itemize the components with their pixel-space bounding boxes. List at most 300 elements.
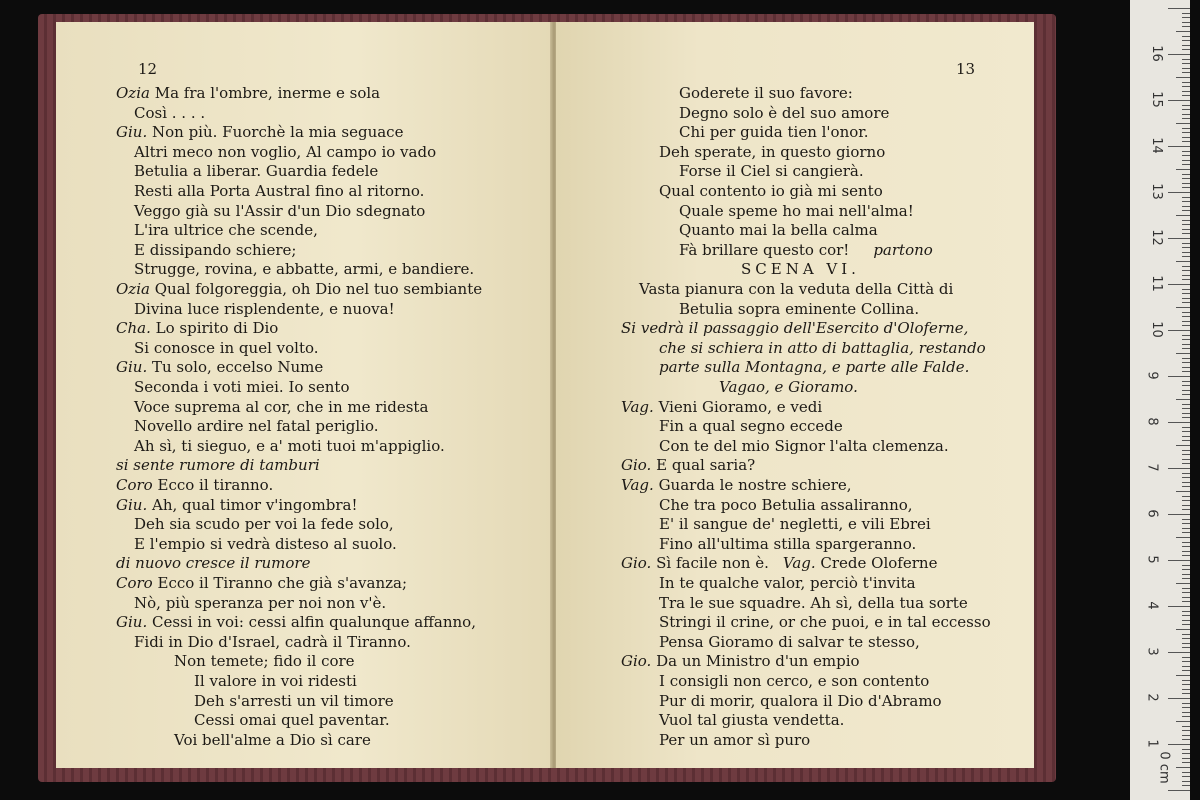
ruler-tick — [1176, 675, 1190, 676]
ruler-tick — [1182, 160, 1190, 161]
ruler-tick — [1182, 233, 1190, 234]
text-line — [116, 476, 273, 495]
ruler-tick — [1182, 592, 1190, 593]
ruler-tick — [1182, 381, 1190, 382]
ruler-tick — [1168, 698, 1190, 699]
ruler-number: 9 — [1144, 371, 1160, 380]
ruler-tick — [1182, 95, 1190, 96]
ruler-tick — [1182, 477, 1190, 478]
ruler-tick — [1182, 532, 1190, 533]
speaker-name: Vag. — [621, 476, 654, 494]
ruler-tick — [1182, 86, 1190, 87]
ruler-tick — [1182, 114, 1190, 115]
ruler-tick — [1176, 261, 1190, 262]
ruler-tick — [1182, 312, 1190, 313]
measuring-ruler — [1130, 0, 1190, 800]
ruler-tick — [1182, 431, 1190, 432]
text-line — [659, 417, 843, 436]
text-line — [621, 456, 755, 475]
ruler-tick — [1168, 606, 1190, 607]
ruler-tick — [1182, 394, 1190, 395]
verse-text: Stringi il crine, or che puoi, e in tal eccesso — [659, 613, 991, 632]
left-page — [56, 22, 552, 768]
ruler-tick — [1182, 339, 1190, 340]
ruler-tick — [1182, 528, 1190, 529]
verse-text: Nò, più speranza per noi non v'è. — [134, 593, 387, 612]
ruler-tick — [1182, 335, 1190, 336]
ruler-tick — [1182, 321, 1190, 322]
text-line — [659, 731, 810, 750]
text-line — [659, 633, 920, 652]
ruler-tick — [1182, 753, 1190, 754]
verse-text: E qual saria? — [656, 456, 756, 475]
verse-text: E' il sangue de' negletti, e vili Ebrei — [659, 515, 931, 534]
ruler-tick — [1182, 657, 1190, 658]
verse-text: Divina luce risplendente, e nuova! — [134, 299, 395, 318]
ruler-tick — [1168, 284, 1190, 285]
text-line — [116, 574, 407, 593]
verse-text: L'ira ultrice che scende, — [134, 221, 318, 240]
ruler-tick — [1182, 693, 1190, 694]
ruler-tick — [1182, 22, 1190, 23]
text-line — [621, 554, 937, 573]
verse-text: Cessi omai quel paventar. — [194, 711, 390, 730]
ruler-tick — [1182, 49, 1190, 50]
ruler-tick — [1168, 560, 1190, 561]
ruler-tick — [1176, 169, 1190, 170]
speaker-name: Vag. — [782, 554, 816, 573]
verse-text: Si conosce in quel volto. — [134, 338, 319, 357]
ruler-tick — [1182, 735, 1190, 736]
ruler-tick — [1182, 279, 1190, 280]
stage-direction: partono — [873, 240, 933, 259]
verse-text: Lo spirito di Dio — [155, 319, 279, 338]
ruler-tick — [1176, 123, 1190, 124]
ruler-tick — [1182, 542, 1190, 543]
speaker-name: Giu. — [116, 123, 148, 142]
ruler-tick — [1168, 8, 1190, 9]
stage-direction: parte sulla Montagna, e parte alle Falde. — [659, 358, 970, 377]
ruler-tick — [1182, 436, 1190, 437]
text-line — [174, 652, 355, 671]
ruler-tick — [1182, 486, 1190, 487]
ruler-tick — [1182, 174, 1190, 175]
text-line — [116, 613, 476, 632]
stage-direction: Si vedrà il passaggio dell'Esercito d'Oloferne, — [621, 319, 969, 338]
verse-text: Fino all'ultima stilla spargeranno. — [659, 534, 917, 553]
text-line — [194, 692, 394, 711]
ruler-tick — [1182, 638, 1190, 639]
text-line — [134, 162, 378, 181]
ruler-tick — [1182, 183, 1190, 184]
verse-text: Non temete; fido il core — [174, 652, 355, 671]
ruler-tick — [1182, 597, 1190, 598]
ruler-tick — [1182, 298, 1190, 299]
ruler-number: 7 — [1144, 463, 1160, 472]
verse-text: E dissipando schiere; — [134, 240, 297, 259]
text-line — [134, 143, 436, 162]
stage-direction: si sente rumore di tamburi — [116, 456, 320, 475]
ruler-number: 14 — [1148, 137, 1164, 154]
verse-text: Qual contento io già mi sento — [659, 182, 883, 200]
ruler-tick — [1182, 716, 1190, 717]
ruler-tick — [1182, 680, 1190, 681]
ruler-tick — [1182, 293, 1190, 294]
ruler-tick — [1182, 473, 1190, 474]
text-line — [659, 535, 916, 554]
ruler-tick — [1176, 399, 1190, 400]
verse-text: Voi bell'alme a Dio sì care — [174, 730, 371, 749]
verse-text: Pur di morir, qualora il Dio d'Abramo — [659, 691, 942, 710]
verse-text: Novello ardire nel fatal periglio. — [134, 417, 379, 436]
text-line — [659, 515, 931, 534]
text-line — [134, 378, 349, 397]
text-line — [659, 437, 949, 456]
ruler-tick — [1182, 252, 1190, 253]
ruler-tick — [1182, 643, 1190, 644]
speaker-name: Giu. — [116, 495, 148, 514]
ruler-tick — [1176, 215, 1190, 216]
ruler-tick — [1182, 408, 1190, 409]
text-line — [116, 358, 323, 377]
ruler-tick — [1176, 445, 1190, 446]
ruler-tick — [1182, 739, 1190, 740]
text-line — [659, 594, 968, 613]
ruler-unit-label: 0 cm — [1156, 751, 1172, 784]
ruler-tick — [1182, 427, 1190, 428]
ruler-tick — [1182, 551, 1190, 552]
text-line — [659, 692, 942, 711]
ruler-tick — [1176, 767, 1190, 768]
verse-text: Qual folgoreggia, oh Dio nel tuo sembiante — [154, 280, 483, 298]
verse-text: Da un Ministro d'un empio — [656, 652, 860, 671]
ruler-tick — [1182, 164, 1190, 165]
ruler-tick — [1182, 588, 1190, 589]
verse-text: Ah, qual timor v'ingombra! — [152, 495, 358, 514]
ruler-tick — [1182, 141, 1190, 142]
text-line — [134, 633, 411, 652]
verse-text: Non più. Fuorchè la mia seguace — [152, 123, 404, 142]
ruler-tick — [1176, 353, 1190, 354]
text-line — [639, 280, 953, 299]
ruler-number: 2 — [1144, 693, 1160, 702]
ruler-tick — [1182, 565, 1190, 566]
text-line — [134, 241, 296, 260]
ruler-tick — [1168, 192, 1190, 193]
verse-text: Ecco il Tiranno che già s'avanza; — [157, 574, 408, 592]
text-line — [679, 300, 919, 319]
ruler-tick — [1182, 730, 1190, 731]
verse-text: Il valore in voi ridesti — [194, 672, 357, 690]
ruler-tick — [1182, 155, 1190, 156]
text-line — [659, 182, 883, 201]
ruler-tick — [1182, 362, 1190, 363]
ruler-tick — [1182, 726, 1190, 727]
ruler-tick — [1182, 289, 1190, 290]
verse-text: Voce suprema al cor, che in me ridesta — [134, 397, 429, 416]
ruler-tick — [1168, 238, 1190, 239]
text-line — [116, 280, 482, 299]
text-line — [134, 300, 395, 319]
text-line — [679, 202, 914, 221]
ruler-number: 8 — [1144, 417, 1160, 426]
ruler-tick — [1176, 583, 1190, 584]
ruler-tick — [1176, 491, 1190, 492]
ruler-tick — [1182, 703, 1190, 704]
text-line — [134, 437, 445, 456]
ruler-tick — [1182, 201, 1190, 202]
verse-text: Ma fra l'ombre, inerme e sola — [154, 84, 381, 102]
verse-text: Goderete il suo favore: — [679, 84, 853, 102]
ruler-tick — [1182, 404, 1190, 405]
ruler-tick — [1176, 77, 1190, 78]
speaker-name: Cha. — [116, 319, 151, 338]
verse-text: Resti alla Porta Austral fino al ritorno. — [134, 182, 425, 200]
ruler-tick — [1182, 450, 1190, 451]
ruler-number: 13 — [1148, 183, 1164, 200]
speaker-name: Gio. — [621, 456, 652, 475]
ruler-tick — [1182, 574, 1190, 575]
ruler-tick — [1176, 31, 1190, 32]
ruler-number: 3 — [1144, 647, 1160, 656]
verse-text: Tra le sue squadre. Ah sì, della tua sorte — [659, 593, 968, 612]
ruler-tick — [1182, 91, 1190, 92]
text-line — [659, 339, 986, 358]
ruler-tick — [1182, 601, 1190, 602]
text-line — [134, 417, 379, 436]
ruler-tick — [1182, 243, 1190, 244]
ruler-tick — [1182, 459, 1190, 460]
ruler-tick — [1182, 266, 1190, 267]
ruler-tick — [1182, 684, 1190, 685]
ruler-tick — [1182, 72, 1190, 73]
ruler-tick — [1182, 210, 1190, 211]
text-line — [621, 319, 968, 338]
verse-text: Fin a qual segno eccede — [659, 417, 843, 436]
ruler-tick — [1182, 440, 1190, 441]
text-line — [741, 260, 860, 279]
ruler-tick — [1168, 100, 1190, 101]
ruler-number: 15 — [1148, 91, 1164, 108]
ruler-number: 4 — [1144, 601, 1160, 610]
verse-text: E l'empio si vedrà disteso al suolo. — [134, 534, 397, 553]
ruler-tick — [1182, 105, 1190, 106]
ruler-tick — [1182, 137, 1190, 138]
verse-text: I consigli non cerco, e son contento — [659, 672, 930, 690]
stage-direction: che si schiera in atto di battaglia, restando — [659, 338, 986, 357]
ruler-tick — [1182, 620, 1190, 621]
ruler-tick — [1182, 749, 1190, 750]
speaker-name: Ozia — [116, 280, 150, 298]
ruler-tick — [1182, 712, 1190, 713]
ruler-tick — [1182, 109, 1190, 110]
ruler-tick — [1182, 624, 1190, 625]
ruler-tick — [1182, 68, 1190, 69]
verse-text: Seconda i voti miei. Io sento — [134, 378, 350, 396]
ruler-tick — [1182, 707, 1190, 708]
ruler-tick — [1182, 256, 1190, 257]
verse-text: Guarda le nostre schiere, — [658, 476, 852, 494]
verse-text: Veggo già su l'Assir d'un Dio sdegnato — [134, 201, 426, 220]
ruler-tick — [1182, 496, 1190, 497]
ruler-tick — [1182, 132, 1190, 133]
ruler-tick — [1182, 197, 1190, 198]
ruler-tick — [1182, 82, 1190, 83]
ruler-tick — [1182, 17, 1190, 18]
verse-text: Forse il Ciel si cangierà. — [679, 162, 864, 181]
text-line — [134, 104, 205, 123]
ruler-tick — [1182, 785, 1190, 786]
ruler-tick — [1182, 463, 1190, 464]
text-line — [659, 574, 916, 593]
ruler-tick — [1182, 417, 1190, 418]
text-line — [194, 672, 357, 691]
ruler-tick — [1182, 454, 1190, 455]
ruler-tick — [1176, 307, 1190, 308]
text-line — [116, 554, 310, 573]
text-line — [679, 84, 853, 103]
ruler-number: 11 — [1148, 275, 1164, 292]
ruler-tick — [1182, 689, 1190, 690]
ruler-tick — [1168, 790, 1190, 791]
stage-direction: di nuovo cresce il rumore — [116, 554, 311, 573]
ruler-number: 12 — [1148, 229, 1164, 246]
ruler-number: 5 — [1144, 555, 1160, 564]
ruler-tick — [1182, 519, 1190, 520]
ruler-tick — [1182, 59, 1190, 60]
ruler-tick — [1182, 358, 1190, 359]
text-line — [659, 496, 913, 515]
ruler-tick — [1182, 36, 1190, 37]
ruler-tick — [1168, 54, 1190, 55]
verse-text: Vuol tal giusta vendetta. — [659, 711, 845, 730]
verse-text: Con te del mio Signor l'alta clemenza. — [659, 436, 949, 455]
stage-direction: Vagao, e Gioramo. — [719, 378, 858, 396]
ruler-number: 16 — [1148, 45, 1164, 62]
verse-text: Cessi in voi: cessi alfin qualunque affanno, — [152, 613, 476, 632]
ruler-tick — [1182, 45, 1190, 46]
verse-text: Così . . . . — [134, 103, 206, 122]
page-number: 12 — [138, 60, 158, 78]
verse-text: Quanto mai la bella calma — [679, 221, 878, 240]
text-line — [679, 221, 878, 240]
text-line — [679, 162, 864, 181]
ruler-tick — [1182, 611, 1190, 612]
text-line — [659, 358, 969, 377]
verse-text: Deh sperate, in questo giorno — [659, 142, 886, 161]
text-line — [134, 398, 428, 417]
speaker-name: Coro — [116, 574, 153, 592]
ruler-tick — [1182, 40, 1190, 41]
ruler-tick — [1182, 578, 1190, 579]
verse-text: Deh sia scudo per voi la fede solo, — [134, 515, 394, 534]
verse-text: Deh s'arresti un vil timore — [194, 691, 394, 710]
ruler-tick — [1182, 367, 1190, 368]
ruler-tick — [1168, 422, 1190, 423]
verse-text: Betulia sopra eminente Collina. — [679, 299, 920, 318]
ruler-tick — [1182, 615, 1190, 616]
speaker-name: Coro — [116, 476, 153, 494]
text-line — [174, 731, 371, 750]
verse-text: Tu solo, eccelso Nume — [152, 358, 324, 377]
verse-text: In te qualche valor, perciò t'invita — [659, 574, 916, 592]
ruler-tick — [1182, 63, 1190, 64]
ruler-tick — [1168, 744, 1190, 745]
verse-text: Degno solo è del suo amore — [679, 103, 890, 122]
speaker-name: Vag. — [621, 397, 654, 416]
ruler-tick — [1182, 26, 1190, 27]
verse-text: Ah sì, ti sieguo, e a' moti tuoi m'appiglio. — [134, 436, 445, 455]
ruler-tick — [1168, 468, 1190, 469]
ruler-tick — [1182, 647, 1190, 648]
text-line — [134, 594, 386, 613]
right-page — [556, 22, 1034, 768]
text-line — [134, 260, 474, 279]
ruler-tick — [1176, 629, 1190, 630]
speaker-name: Giu. — [116, 613, 148, 632]
verse-text: Fidi in Dio d'Israel, cadrà il Tiranno. — [134, 632, 411, 651]
verse-text: Vasta pianura con la veduta della Città di — [639, 280, 954, 298]
text-line — [679, 241, 933, 260]
ruler-tick — [1182, 772, 1190, 773]
ruler-tick — [1182, 385, 1190, 386]
verse-text: Chi per guida tien l'onor. — [679, 123, 869, 142]
text-line — [679, 123, 869, 142]
text-line — [194, 711, 390, 730]
speaker-name: Ozia — [116, 84, 150, 102]
ruler-tick — [1182, 344, 1190, 345]
ruler-tick — [1182, 151, 1190, 152]
speaker-name: Gio. — [621, 554, 652, 573]
ruler-tick — [1182, 302, 1190, 303]
text-line — [116, 123, 403, 142]
verse-text: Pensa Gioramo di salvar te stesso, — [659, 632, 920, 651]
text-line — [659, 143, 885, 162]
text-line — [134, 339, 319, 358]
ruler-tick — [1182, 206, 1190, 207]
ruler-tick — [1168, 376, 1190, 377]
ruler-tick — [1182, 316, 1190, 317]
ruler-tick — [1182, 224, 1190, 225]
verse-text: Altri meco non voglio, Al campo io vado — [134, 142, 437, 161]
speaker-name: Gio. — [621, 652, 652, 671]
ruler-tick — [1176, 721, 1190, 722]
text-line — [621, 476, 852, 495]
ruler-tick — [1168, 514, 1190, 515]
ruler-tick — [1182, 546, 1190, 547]
ruler-tick — [1182, 482, 1190, 483]
verse-text: Crede Oloferne — [815, 554, 938, 573]
ruler-number: 1 — [1144, 739, 1160, 748]
text-line — [719, 378, 858, 397]
ruler-tick — [1168, 146, 1190, 147]
ruler-tick — [1182, 413, 1190, 414]
verse-text: Sì facile non è. — [656, 554, 769, 573]
ruler-tick — [1182, 762, 1190, 763]
ruler-number: 6 — [1144, 509, 1160, 518]
speaker-name: Giu. — [116, 358, 148, 377]
ruler-tick — [1182, 555, 1190, 556]
ruler-tick — [1182, 505, 1190, 506]
ruler-tick — [1182, 509, 1190, 510]
ruler-tick — [1182, 569, 1190, 570]
ruler-tick — [1182, 128, 1190, 129]
ruler-tick — [1182, 247, 1190, 248]
ruler-tick — [1168, 330, 1190, 331]
ruler-tick — [1182, 500, 1190, 501]
text-line — [116, 319, 278, 338]
verse-text: Fà brillare questo cor! — [679, 240, 850, 259]
